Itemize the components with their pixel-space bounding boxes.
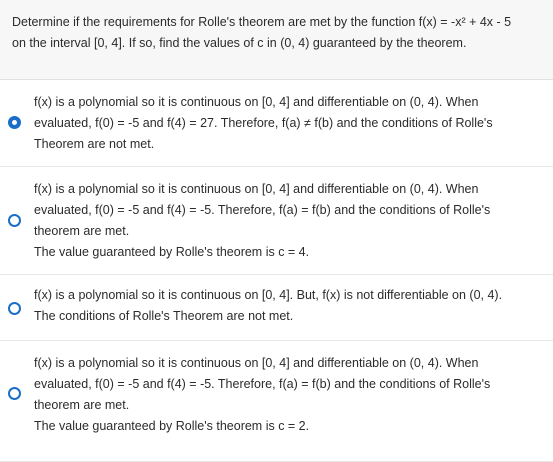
option-c-line-2: The conditions of Rolle's Theorem are not met. [34, 309, 294, 323]
option-a-line-3: Theorem are not met. [34, 137, 155, 151]
option-b-line-4: The value guaranteed by Rolle's theorem is c = 4. [34, 245, 310, 259]
option-d-line-3: theorem are met. [34, 398, 130, 412]
option-b-line-3: theorem are met. [34, 224, 130, 238]
option-b-line-2: evaluated, f(0) = -5 and f(4) = -5. Therefore, f(a) = f(b) and the conditions of Rolle's [34, 203, 491, 217]
option-d-line-1: f(x) is a polynomial so it is continuous on [0, 4] and differentiable on (0, 4). When [34, 356, 479, 370]
answer-option-d[interactable] [0, 341, 553, 462]
option-c-line-1: f(x) is a polynomial so it is continuous on [0, 4]. But, f(x) is not differentiable on (0, 4). [34, 288, 503, 302]
answer-option-c[interactable] [0, 275, 553, 341]
question-prompt [0, 0, 553, 80]
option-d-line-2: evaluated, f(0) = -5 and f(4) = -5. Therefore, f(a) = f(b) and the conditions of Rolle's [34, 377, 491, 391]
answer-option-b[interactable] [0, 167, 553, 275]
option-b-line-1: f(x) is a polynomial so it is continuous on [0, 4] and differentiable on (0, 4). When [34, 182, 479, 196]
radio-button-d[interactable] [8, 387, 21, 400]
question-line-1: Determine if the requirements for Rolle's theorem are met by the function f(x) = -x² + 4x - 5 [12, 15, 512, 29]
option-a-line-2: evaluated, f(0) = -5 and f(4) = 27. Therefore, f(a) ≠ f(b) and the conditions of Rolle's [34, 116, 493, 130]
radio-button-a-selected[interactable] [8, 116, 21, 129]
answer-option-a[interactable] [0, 80, 553, 167]
option-d-line-4: The value guaranteed by Rolle's theorem is c = 2. [34, 419, 310, 433]
radio-button-b[interactable] [8, 214, 21, 227]
option-a-line-1: f(x) is a polynomial so it is continuous on [0, 4] and differentiable on (0, 4). When [34, 95, 479, 109]
radio-button-c[interactable] [8, 302, 21, 315]
question-line-2: on the interval [0, 4]. If so, find the values of c in (0, 4) guaranteed by the theorem. [12, 36, 467, 50]
